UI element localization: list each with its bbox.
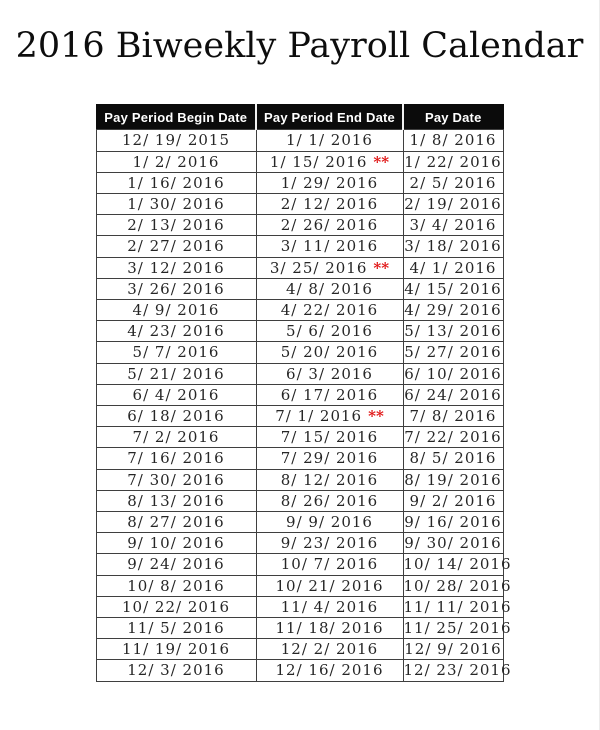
pay-date-cell bbox=[403, 321, 503, 342]
table-row bbox=[96, 490, 503, 511]
begin-date-text: 4/ 23/ 2016 bbox=[127, 322, 225, 341]
pay-date-cell bbox=[403, 596, 512, 617]
table-header bbox=[96, 105, 503, 130]
end-date-cell bbox=[256, 215, 403, 236]
pay-date-cell bbox=[403, 617, 512, 638]
pay-date-cell bbox=[403, 215, 503, 236]
end-date-cell bbox=[256, 575, 403, 596]
end-date-text: 7/ 29/ 2016 bbox=[280, 449, 379, 468]
pay-date-text: 5/ 27/ 2016 bbox=[404, 343, 502, 362]
pay-date-cell bbox=[403, 405, 503, 426]
table-row bbox=[96, 554, 503, 575]
table-row bbox=[96, 660, 503, 681]
end-date-text: 5/ 20/ 2016 bbox=[280, 343, 379, 362]
pay-date-text: 1/ 8/ 2016 bbox=[409, 131, 497, 150]
begin-date-text: 3/ 12/ 2016 bbox=[127, 258, 225, 277]
pay-date-text: 12/ 23/ 2016 bbox=[403, 661, 512, 680]
begin-date-cell bbox=[96, 299, 256, 320]
begin-date-cell bbox=[96, 130, 256, 151]
begin-date-text: 5/ 21/ 2016 bbox=[127, 364, 225, 383]
pay-date-cell bbox=[403, 554, 512, 575]
begin-date-cell bbox=[96, 617, 256, 638]
end-date-cell bbox=[256, 469, 403, 490]
header-pay-date: Pay Date bbox=[403, 105, 503, 130]
end-date-cell bbox=[256, 278, 403, 299]
end-date-text: 8/ 12/ 2016 bbox=[280, 470, 379, 489]
begin-date-text: 7/ 2/ 2016 bbox=[132, 428, 220, 447]
table-row bbox=[96, 321, 503, 342]
end-date-text: 9/ 23/ 2016 bbox=[280, 534, 379, 553]
begin-date-cell bbox=[96, 575, 256, 596]
table-body bbox=[96, 130, 512, 681]
table-row bbox=[96, 257, 503, 278]
page-title: 2016 Biweekly Payroll Calendar bbox=[15, 26, 584, 66]
pay-date-cell bbox=[403, 469, 503, 490]
end-date-text: 6/ 17/ 2016 bbox=[280, 385, 379, 404]
begin-date-cell bbox=[96, 257, 256, 278]
table-row bbox=[96, 130, 503, 151]
end-date-text: 2/ 12/ 2016 bbox=[280, 194, 379, 213]
header-pay-period-end-date: Pay Period End Date bbox=[256, 105, 403, 130]
end-date-cell bbox=[256, 405, 403, 426]
pay-date-cell bbox=[403, 384, 503, 405]
end-date-text: 1/ 29/ 2016 bbox=[280, 173, 379, 192]
pay-date-cell bbox=[403, 278, 503, 299]
begin-date-text: 1/ 2/ 2016 bbox=[132, 152, 220, 171]
pay-date-text: 4/ 29/ 2016 bbox=[404, 300, 502, 319]
end-date-cell bbox=[256, 596, 403, 617]
begin-date-cell bbox=[96, 533, 256, 554]
table-row bbox=[96, 405, 503, 426]
begin-date-cell bbox=[96, 384, 256, 405]
begin-date-text: 6/ 4/ 2016 bbox=[132, 385, 220, 404]
table-row bbox=[96, 533, 503, 554]
begin-date-text: 11/ 19/ 2016 bbox=[122, 640, 230, 659]
pay-date-cell bbox=[403, 363, 503, 384]
end-date-text: 6/ 3/ 2016 bbox=[286, 364, 373, 383]
begin-date-text: 11/ 5/ 2016 bbox=[127, 618, 225, 637]
double-asterisk-note-marker: ** bbox=[373, 152, 390, 171]
pay-date-text: 3/ 18/ 2016 bbox=[404, 237, 502, 256]
begin-date-cell bbox=[96, 236, 256, 257]
pay-date-text: 4/ 1/ 2016 bbox=[409, 258, 497, 277]
begin-date-text: 10/ 8/ 2016 bbox=[127, 576, 225, 595]
end-date-cell bbox=[256, 554, 403, 575]
table-row bbox=[96, 363, 503, 384]
pay-date-text: 1/ 22/ 2016 bbox=[404, 152, 502, 171]
end-date-cell bbox=[256, 617, 403, 638]
table-header-row bbox=[96, 105, 503, 130]
begin-date-text: 2/ 13/ 2016 bbox=[127, 216, 225, 235]
end-date-text: 4/ 8/ 2016 bbox=[286, 279, 373, 298]
end-date-cell bbox=[256, 151, 403, 172]
pay-date-text: 10/ 28/ 2016 bbox=[403, 576, 512, 595]
begin-date-text: 9/ 24/ 2016 bbox=[127, 555, 225, 574]
pay-date-cell bbox=[403, 639, 503, 660]
header-pay-period-begin-date: Pay Period Begin Date bbox=[96, 105, 256, 130]
table-row bbox=[96, 575, 503, 596]
end-date-cell bbox=[256, 533, 403, 554]
pay-date-text: 6/ 10/ 2016 bbox=[404, 364, 502, 383]
begin-date-cell bbox=[96, 215, 256, 236]
end-date-cell bbox=[256, 363, 403, 384]
begin-date-cell bbox=[96, 427, 256, 448]
begin-date-cell bbox=[96, 490, 256, 511]
end-date-cell bbox=[256, 257, 403, 278]
end-date-text: 5/ 6/ 2016 bbox=[286, 322, 373, 341]
table-row bbox=[96, 172, 503, 193]
begin-date-cell bbox=[96, 172, 256, 193]
begin-date-cell bbox=[96, 469, 256, 490]
begin-date-text: 5/ 7/ 2016 bbox=[132, 343, 220, 362]
end-date-cell bbox=[256, 236, 403, 257]
end-date-cell bbox=[256, 172, 403, 193]
payroll-calendar-table bbox=[96, 104, 512, 681]
end-date-text: 3/ 25/ 2016 bbox=[269, 258, 368, 277]
pay-date-cell bbox=[403, 575, 512, 596]
begin-date-cell bbox=[96, 193, 256, 214]
begin-date-cell bbox=[96, 363, 256, 384]
table-row bbox=[96, 427, 503, 448]
begin-date-cell bbox=[96, 448, 256, 469]
pay-date-text: 4/ 15/ 2016 bbox=[404, 279, 502, 298]
pay-date-text: 9/ 30/ 2016 bbox=[404, 534, 502, 553]
end-date-text: 1/ 1/ 2016 bbox=[286, 131, 373, 150]
begin-date-text: 3/ 26/ 2016 bbox=[127, 279, 225, 298]
begin-date-cell bbox=[96, 511, 256, 532]
pay-date-text: 8/ 5/ 2016 bbox=[409, 449, 497, 468]
pay-date-text: 7/ 8/ 2016 bbox=[409, 406, 497, 425]
begin-date-text: 12/ 19/ 2015 bbox=[122, 131, 230, 150]
pay-date-cell bbox=[403, 511, 503, 532]
table-row bbox=[96, 215, 503, 236]
begin-date-text: 4/ 9/ 2016 bbox=[132, 300, 220, 319]
double-asterisk-note-marker: ** bbox=[373, 258, 390, 277]
end-date-text: 7/ 1/ 2016 bbox=[275, 406, 363, 425]
pay-date-cell bbox=[403, 151, 503, 172]
pay-date-text: 9/ 2/ 2016 bbox=[409, 491, 497, 510]
end-date-text: 11/ 4/ 2016 bbox=[280, 597, 379, 616]
pay-date-cell bbox=[403, 299, 503, 320]
begin-date-cell bbox=[96, 151, 256, 172]
end-date-text: 3/ 11/ 2016 bbox=[280, 237, 379, 256]
table-row bbox=[96, 384, 503, 405]
end-date-cell bbox=[256, 511, 403, 532]
pay-date-text: 5/ 13/ 2016 bbox=[404, 322, 502, 341]
pay-date-cell bbox=[403, 427, 503, 448]
begin-date-text: 8/ 27/ 2016 bbox=[127, 512, 225, 531]
end-date-text: 7/ 15/ 2016 bbox=[280, 428, 379, 447]
begin-date-cell bbox=[96, 405, 256, 426]
pay-date-text: 2/ 19/ 2016 bbox=[404, 194, 502, 213]
end-date-cell bbox=[256, 490, 403, 511]
end-date-text: 12/ 2/ 2016 bbox=[280, 640, 379, 659]
end-date-cell bbox=[256, 299, 403, 320]
begin-date-cell bbox=[96, 278, 256, 299]
begin-date-text: 6/ 18/ 2016 bbox=[127, 406, 225, 425]
table-row bbox=[96, 596, 503, 617]
begin-date-cell bbox=[96, 554, 256, 575]
pay-date-text: 11/ 11/ 2016 bbox=[403, 597, 512, 616]
table-row bbox=[96, 469, 503, 490]
table-row bbox=[96, 151, 503, 172]
end-date-cell bbox=[256, 639, 403, 660]
pay-date-cell bbox=[403, 193, 503, 214]
pay-date-cell bbox=[403, 130, 503, 151]
end-date-text: 9/ 9/ 2016 bbox=[286, 512, 373, 531]
table-row bbox=[96, 299, 503, 320]
end-date-text: 10/ 21/ 2016 bbox=[275, 576, 384, 595]
begin-date-cell bbox=[96, 342, 256, 363]
end-date-cell bbox=[256, 130, 403, 151]
table-row bbox=[96, 278, 503, 299]
end-date-cell bbox=[256, 427, 403, 448]
pay-date-cell bbox=[403, 236, 503, 257]
end-date-text: 4/ 22/ 2016 bbox=[280, 300, 379, 319]
end-date-text: 10/ 7/ 2016 bbox=[280, 555, 379, 574]
begin-date-text: 2/ 27/ 2016 bbox=[127, 237, 225, 256]
begin-date-text: 10/ 22/ 2016 bbox=[122, 597, 230, 616]
begin-date-text: 1/ 30/ 2016 bbox=[127, 194, 225, 213]
table-row bbox=[96, 448, 503, 469]
begin-date-cell bbox=[96, 639, 256, 660]
double-asterisk-note-marker: ** bbox=[368, 406, 384, 425]
end-date-text: 1/ 15/ 2016 bbox=[269, 152, 368, 171]
end-date-cell bbox=[256, 660, 403, 681]
end-date-text: 12/ 16/ 2016 bbox=[275, 661, 384, 680]
end-date-text: 2/ 26/ 2016 bbox=[280, 216, 379, 235]
begin-date-text: 9/ 10/ 2016 bbox=[127, 534, 225, 553]
pay-date-text: 12/ 9/ 2016 bbox=[404, 640, 502, 659]
table-row bbox=[96, 511, 503, 532]
pay-date-text: 10/ 14/ 2016 bbox=[403, 555, 512, 574]
table-row bbox=[96, 342, 503, 363]
table-row bbox=[96, 236, 503, 257]
table-row bbox=[96, 639, 503, 660]
pay-date-cell bbox=[403, 448, 503, 469]
end-date-text: 11/ 18/ 2016 bbox=[275, 618, 384, 637]
end-date-cell bbox=[256, 321, 403, 342]
pay-date-text: 3/ 4/ 2016 bbox=[409, 216, 497, 235]
pay-date-cell bbox=[403, 172, 503, 193]
begin-date-text: 12/ 3/ 2016 bbox=[127, 661, 225, 680]
end-date-cell bbox=[256, 342, 403, 363]
pay-date-text: 7/ 22/ 2016 bbox=[404, 428, 502, 447]
begin-date-text: 7/ 16/ 2016 bbox=[127, 449, 225, 468]
pay-date-cell bbox=[403, 660, 512, 681]
table-row bbox=[96, 193, 503, 214]
begin-date-text: 7/ 30/ 2016 bbox=[127, 470, 225, 489]
pay-date-text: 11/ 25/ 2016 bbox=[403, 618, 512, 637]
end-date-cell bbox=[256, 384, 403, 405]
begin-date-cell bbox=[96, 660, 256, 681]
table-row bbox=[96, 617, 503, 638]
begin-date-text: 8/ 13/ 2016 bbox=[127, 491, 225, 510]
pay-date-text: 9/ 16/ 2016 bbox=[404, 512, 502, 531]
pay-date-cell bbox=[403, 342, 503, 363]
pay-date-cell bbox=[403, 533, 503, 554]
pay-date-text: 2/ 5/ 2016 bbox=[409, 173, 497, 192]
begin-date-cell bbox=[96, 596, 256, 617]
end-date-text: 8/ 26/ 2016 bbox=[280, 491, 379, 510]
pay-date-text: 8/ 19/ 2016 bbox=[404, 470, 502, 489]
end-date-cell bbox=[256, 193, 403, 214]
pay-date-cell bbox=[403, 257, 503, 278]
end-date-cell bbox=[256, 448, 403, 469]
begin-date-text: 1/ 16/ 2016 bbox=[127, 173, 225, 192]
pay-date-text: 6/ 24/ 2016 bbox=[404, 385, 502, 404]
begin-date-cell bbox=[96, 321, 256, 342]
pay-date-cell bbox=[403, 490, 503, 511]
